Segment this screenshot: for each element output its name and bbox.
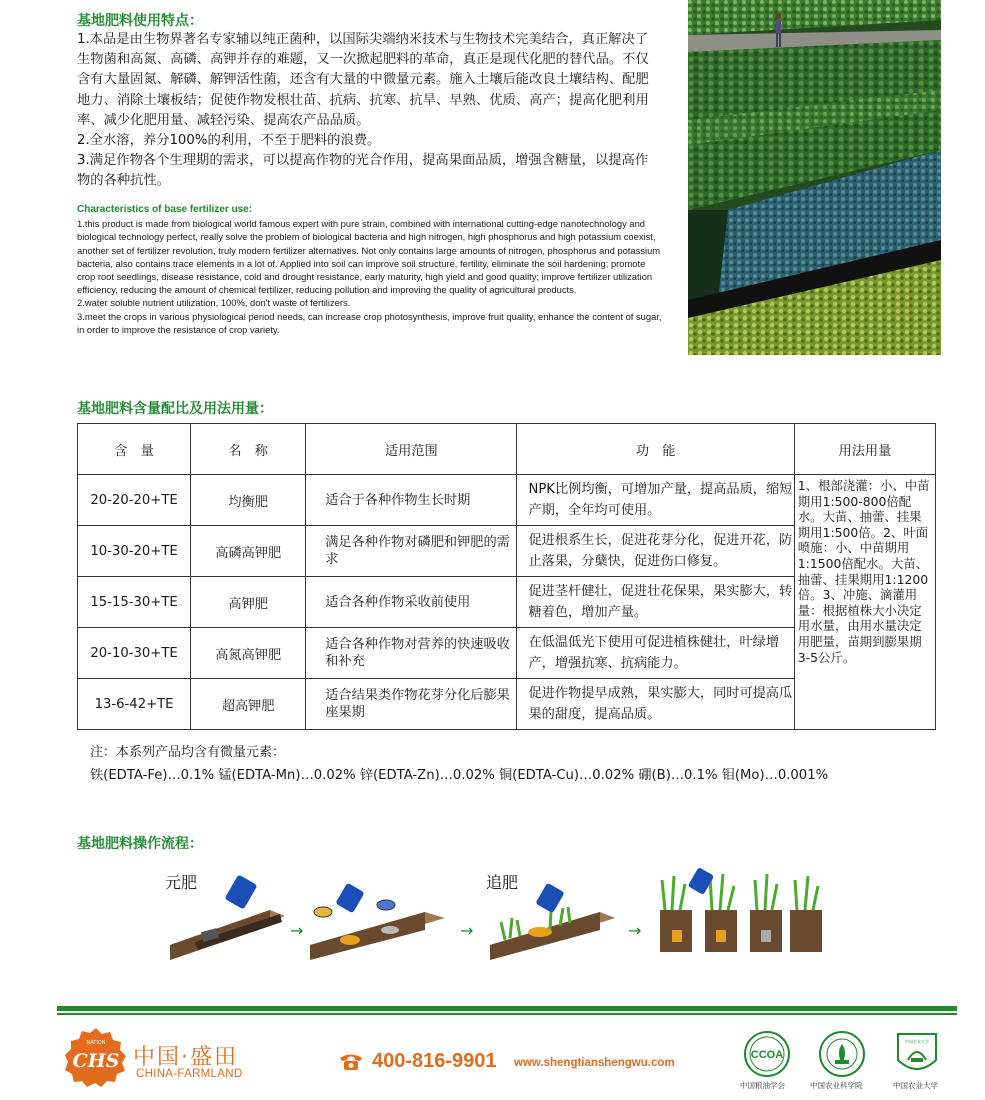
step-3-illustration	[490, 883, 615, 960]
org-label: 中国粮油学会	[740, 1081, 785, 1090]
name-cell: 高氮高钾肥	[191, 628, 306, 679]
function-cell: 在低温低光下使用可促进植株健壮，叶绿增产，增强抗寒、抗病能力。	[517, 628, 794, 679]
brand-name-en: CHINA-FARMLAND	[136, 1068, 243, 1080]
step-2-illustration	[310, 883, 445, 960]
function-cell: 促进作物提早成熟，果实膨大，同时可提高瓜果的甜度，提高品质。	[517, 679, 794, 730]
arrow-icon: →	[290, 921, 304, 940]
header-function: 功 能	[517, 424, 794, 475]
arrow-icon: →	[460, 921, 474, 940]
intro-paragraph-en: 2.water soluble nutrient utilization, 100%, don't waste of fertilizers.	[77, 297, 351, 309]
brand-name-cn: 中国·盛田	[133, 1045, 238, 1070]
nursery-photo	[688, 0, 941, 355]
spec-title: 基地肥料含量配比及用法用量：	[77, 401, 273, 417]
brand-logo	[64, 1026, 128, 1090]
name-cell: 超高钾肥	[191, 679, 306, 730]
intro-paragraph: 2.全水溶，养分100%的利用，不至于肥料的浪费。	[77, 133, 381, 149]
cau-badge-icon	[896, 1030, 938, 1078]
cau-text: 中国农业大学	[905, 1039, 929, 1044]
content-cell: 15-15-30+TE	[78, 577, 191, 628]
header-content: 含 量	[78, 424, 191, 475]
step-4-illustration	[660, 867, 822, 952]
scope-cell: 满足各种作物对磷肥和钾肥的需求	[306, 526, 517, 577]
arrow-icon: →	[628, 921, 642, 940]
intro-title-en: Characteristics of base fertilizer use:	[77, 204, 253, 215]
table-row	[78, 475, 936, 526]
function-cell: 促进茎杆健壮，促进壮花保果，果实膨大，转糖着色，增加产量。	[517, 577, 794, 628]
process-title: 基地肥料操作流程：	[77, 836, 203, 852]
ccoa-badge-icon	[743, 1030, 791, 1078]
trace-elements: 铁(EDTA-Fe)…0.1% 锰(EDTA-Mn)…0.02% 锌(EDTA-Zn)…0.02% 铜(EDTA-Cu)…0.02% 硼(B)…0.1% 钼(Mo)…0.001%	[90, 768, 829, 783]
ccoa-text: CCOA	[750, 1049, 784, 1061]
scope-cell: 适合各种作物对营养的快速吸收和补充	[306, 628, 517, 679]
label-top-dressing: 追肥	[486, 873, 519, 892]
org-label: 中国农业科学院	[810, 1081, 863, 1090]
intro-title: 基地肥料使用特点：	[77, 13, 203, 29]
org-label: 中国农业大学	[893, 1081, 938, 1090]
scope-cell: 适合结果类作物花芽分化后膨果座果期	[306, 679, 517, 730]
website-link[interactable]: www.shengtianshengwu.com	[514, 1057, 675, 1069]
intro-paragraph-en: 1.this product is made from biological world famous expert with pure strain, combined with international cutting-edge nanotechnology and biological technology perfect, really solve the problem of biological bacteria and high nitrogen, high phosphorus and high potassium coexist, another set of fertilizer revolution, truly modern fertilizer alternatives. Not only contains large amounts of nitrogen, phosphorus and potassium bacteria, also contains trace elements in a lot of. Applied into soil can improve soil structure, fertility, eliminate the soil hardening; promote crop root seedlings, disease resistance, cold and drought resistance, early maturity, high yield and good quality; improve fertilizer utilization efficiency, reducing the amount of chemical fertilizer, reducing pollution and improving the quality of agricultural products.	[77, 218, 661, 296]
intro-paragraph: 3.满足作物各个生理期的需求，可以提高作物的光合作用，提高果面品质，增强含糖量，以提高作物的各种抗性。	[77, 153, 649, 189]
intro-paragraph: 1.本品是由生物界著名专家辅以纯正菌种，以国际尖端纳米技术与生物技术完美结合，真正解决了生物菌和高氮、高磷、高钾并存的难题，又一次掀起肥料的革命，真正是现代化肥的替代品。不仅含有大量固氮、解磷、解钾活性菌，还含有大量的中微量元素。施入土壤后能改良土壤结构、配肥地力、消除土壤板结；促使作物发根壮苗、抗病、抗寒、抗旱、早熟、优质、高产；提高化肥利用率、减少化肥用量、减轻污染、提高农产品品质。	[77, 32, 649, 128]
logo-text: CHS	[72, 1050, 120, 1072]
header-scope: 适用范围	[306, 424, 517, 475]
trace-note: 注：本系列产品均含有微量元素：	[90, 745, 286, 760]
content-cell: 20-10-30+TE	[78, 628, 191, 679]
intro-text-cn	[77, 30, 657, 192]
label-base-fertilizer: 元肥	[165, 873, 198, 892]
content-cell: 13-6-42+TE	[78, 679, 191, 730]
content-cell: 10-30-20+TE	[78, 526, 191, 577]
name-cell: 均衡肥	[191, 475, 306, 526]
logo-small-text: NATION	[86, 1040, 106, 1046]
name-cell: 高磷高钾肥	[191, 526, 306, 577]
step-1-illustration	[170, 874, 285, 960]
name-cell: 高钾肥	[191, 577, 306, 628]
scope-cell: 适合于各种作物生长时期	[306, 475, 517, 526]
header-name: 名 称	[191, 424, 306, 475]
caas-badge-icon	[818, 1030, 866, 1078]
spec-table	[77, 423, 936, 730]
table-header-row	[78, 424, 936, 475]
process-diagram	[160, 860, 840, 960]
header-usage: 用法用量	[794, 424, 935, 475]
phone-number: 400-816-9901	[372, 1050, 497, 1072]
footer-divider	[57, 1006, 957, 1011]
footer-divider	[57, 1013, 957, 1015]
function-cell: 促进根系生长，促进花芽分化，促进开花，防止落果，分蘖快，促进伤口修复。	[517, 526, 794, 577]
function-cell: NPK比例均衡，可增加产量，提高品质，缩短产期，全年均可使用。	[517, 475, 794, 526]
intro-paragraph-en: 3.meet the crops in various physiological period needs, can increase crop photosynthesis, improve fruit quality, enhance the content of sugar, in order to improve the resistance of crop variety.	[77, 310, 662, 335]
content-cell: 20-20-20+TE	[78, 475, 191, 526]
phone-icon	[338, 1051, 364, 1071]
usage-cell: 1、根部浇灌：小、中苗期用1:500-800倍配水。大苗、抽蕾、挂果期用1:500倍。2、叶面喷施：小、中苗期用1:1500倍配水。大苗、抽蕾、挂果期用1:1200倍。3、冲施、滴灌用量：根据植株大小决定用水量，由用水量决定用肥量，苗期到膨果期3-5公斤。	[794, 475, 935, 730]
intro-text-en	[77, 203, 662, 336]
scope-cell: 适合各种作物采收前使用	[306, 577, 517, 628]
